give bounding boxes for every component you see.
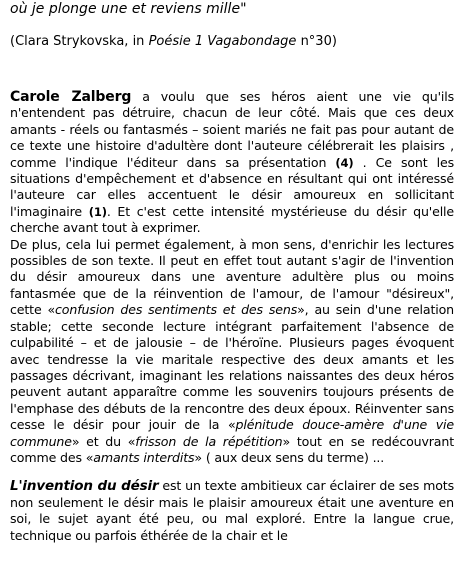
paragraph-reading-text-b: », au sein d'une relation stable; cette seconde lecture intégrant parfaitement l'absence de culpabilité – et de jalousie – de l'héroïne. Plusieurs pages évoquent avec tendresse la vie maritale respective des deux amants et les passages décrivant, imaginant les relations naissantes des deux héros peuvent autant apparaître comme les souvenirs toujours présents de l'emphase des débuts de la rencontre des deux époux. Réinventer sans cesse le désir pour jouir de la « [10, 302, 454, 433]
quote-tail: où je plonge une et reviens mille" [10, 1, 247, 17]
book-title: L'invention du désir [10, 478, 159, 495]
footnote-ref-4: (4) [335, 155, 354, 170]
paragraph-intro-text-b: . Ce sont les situations d'empêchement et d'absence en résultant qui ont intéressé l'auteure car elles accentuent le désir amoureux en sollicitant l'imaginaire [10, 154, 455, 219]
paragraph-reading-text-c: » et du « [71, 433, 136, 449]
quote-amants: amants interdits [93, 449, 195, 465]
paragraph-ambition-text-a: est un texte ambitieux car éclairer de ses mots non seulement le désir mais le plaisir amoureux était une aventure en soi, le sujet ayant été peu, ou mal exploré. Entre la langue crue, technique ou parfois éthérée de la chair et le [10, 478, 454, 543]
article-page [10, 0, 454, 544]
paragraph-intro [10, 89, 454, 237]
author-name: Carole Zalberg [10, 89, 132, 105]
footnote-ref-1: (1) [88, 204, 107, 219]
quote-confusion: confusion des sentiments et des sens [55, 302, 298, 318]
paragraph-reading [10, 237, 454, 467]
citation [10, 33, 454, 50]
citation-prefix: (Clara Strykovska, in [10, 34, 149, 49]
paragraph-reading-text-a: De plus, cela lui permet également, à mon sens, d'enrichir les lectures possibles de son texte. Il peut en effet tout autant s'agir de l'invention du désir amoureux dans une aventure adultère plus ou moins fantasmée que de la réinvention de l'amour, de l'amour "désireux", cette « [10, 236, 454, 318]
paragraph-reading-text-e: » ( aux deux sens du terme) ... [194, 449, 385, 465]
quote-frisson: frisson de la répétition [135, 433, 283, 449]
paragraph-intro-text-a: a voulu que ses héros aient une vie qu'ils n'entendent pas détruire, chacun de leur côté. Mais que ces deux amants - réels ou fantasmés – soient mariés ne fait pas pour autant de ce texte une histoire d'adultère dont l'auteure célébrerait les plaisirs , comme l'indique l'éditeur dans sa présentation [10, 89, 455, 170]
citation-suffix: n°30) [296, 34, 337, 49]
quote-plenitude: plénitude douce-amère d'une vie commune [10, 417, 454, 449]
paragraph-reading-text-d: » tout en se redécouvrant comme des « [10, 433, 454, 465]
paragraph-ambition [10, 478, 454, 544]
paragraph-intro-text-c: . Et c'est cette intensité mystérieuse du désir qu'elle cherche avant tout à exprimer. [10, 203, 454, 236]
citation-work-title: Poésie 1 Vagabondage [148, 34, 297, 49]
